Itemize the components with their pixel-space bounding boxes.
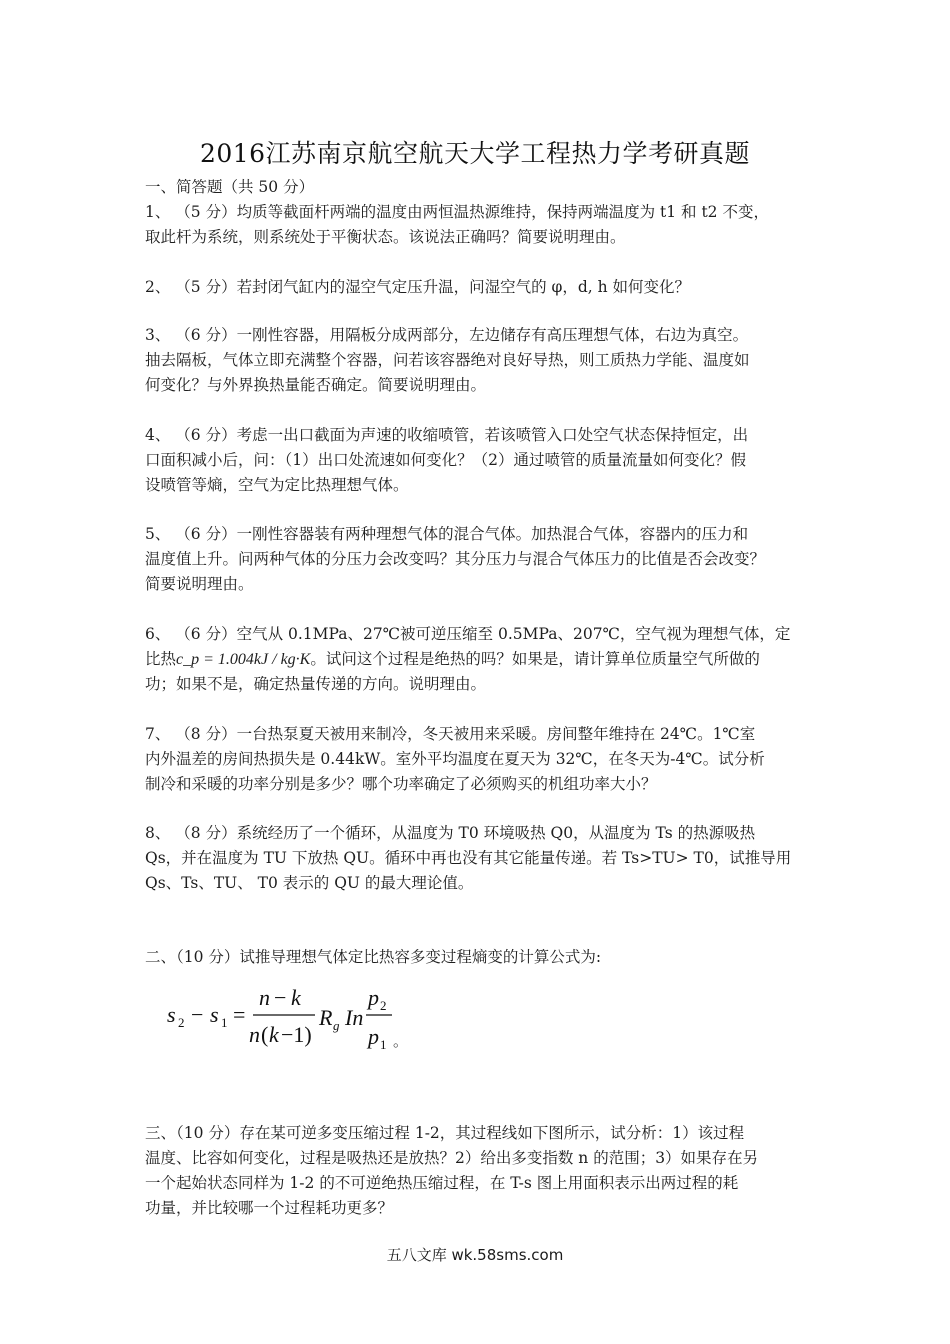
svg-text:2: 2 (178, 1015, 185, 1030)
svg-text:p: p (368, 1024, 379, 1049)
question-1-line-2: 取此杆为系统，则系统处于平衡状态。该说法正确吗？简要说明理由。 (145, 228, 626, 246)
svg-text:k: k (291, 985, 301, 1010)
section-2 (145, 945, 810, 970)
svg-text:=: = (233, 1002, 246, 1027)
question-7-line-3: 制冷和采暖的功率分别是多少？哪个功率确定了必须购买的机组功率大小？ (145, 775, 657, 793)
section-3 (145, 1121, 810, 1221)
question-6-suffix: 。试问这个过程是绝热的吗？如果是，请计算单位质量空气所做的 (310, 650, 760, 668)
section-1-heading: 一、简答题（共 50 分） (145, 178, 315, 196)
section-3-line-2: 温度、比容如何变化，过程是吸热还是放热？2）给出多变指数 n 的范围；3）如果存在另 (145, 1149, 759, 1167)
section-2-heading: 二、（10 分）试推导理想气体定比热容多变过程熵变的计算公式为: (145, 948, 602, 966)
question-5 (145, 522, 810, 597)
svg-text:s: s (210, 1002, 219, 1027)
question-2-line-1: 2、 （5 分）若封闭气缸内的湿空气定压升温，问湿空气的 φ，d, h 如何变化？ (145, 278, 691, 296)
question-3-line-1: 3、 （6 分）一刚性容器，用隔板分成两部分，左边储存有高压理想气体，右边为真空。 (145, 326, 749, 344)
question-5-line-2: 温度值上升。问两种气体的分压力会改变吗？其分压力与混合气体压力的比值是否会改变？ (145, 550, 766, 568)
svg-text:k: k (269, 1022, 279, 1047)
question-3-line-2: 抽去隔板，气体立即充满整个容器，问若该容器绝对良好导热，则工质热力学能、温度如 (145, 351, 750, 369)
svg-text:In: In (345, 1005, 364, 1030)
section-1 (145, 175, 810, 250)
svg-text:p: p (368, 985, 379, 1010)
question-2 (145, 275, 810, 300)
svg-text:1: 1 (221, 1015, 228, 1030)
question-3-line-3: 何变化？与外界换热量能否确定。简要说明理由。 (145, 376, 487, 394)
question-8 (145, 821, 810, 896)
question-7 (145, 722, 810, 797)
question-3 (145, 323, 810, 398)
question-8-line-3: Qs、Ts、TU、 T0 表示的 QU 的最大理论值。 (145, 874, 474, 892)
question-6 (145, 622, 810, 697)
question-6-line-3: 功；如果不是，确定热量传递的方向。说明理由。 (145, 675, 487, 693)
question-5-line-1: 5、 （6 分）一刚性容器装有两种理想气体的混合气体。加热混合气体，容器内的压力和 (145, 525, 749, 543)
svg-text:−: − (274, 985, 287, 1010)
svg-text:−1): −1) (281, 1022, 312, 1047)
svg-text:(: ( (261, 1022, 269, 1047)
svg-text:2: 2 (380, 998, 387, 1013)
question-1-line-1: 1、 （5 分）均质等截面杆两端的温度由两恒温热源维持，保持两端温度为 t1 和 t2 不变， (145, 203, 769, 221)
question-4 (145, 423, 810, 498)
section-3-line-4: 功量，并比较哪一个过程耗功更多？ (145, 1199, 394, 1217)
svg-text:n: n (259, 985, 270, 1010)
question-7-line-1: 7、 （8 分）一台热泵夏天被用来制冷，冬天被用来采暖。房间整年维持在 24℃。1℃室 (145, 725, 756, 743)
question-5-line-3: 简要说明理由。 (145, 575, 254, 593)
question-4-line-2: 口面积减小后，问：（1）出口处流速如何变化？（2）通过喷管的质量流量如何变化？假 (145, 451, 746, 469)
svg-text:R: R (319, 1005, 333, 1030)
question-4-line-3: 设喷管等熵，空气为定比热理想气体。 (145, 476, 409, 494)
svg-text:n: n (249, 1022, 260, 1047)
question-8-line-1: 8、 （8 分）系统经历了一个循环，从温度为 T0 环境吸热 Q0，从温度为 Ts 的热源吸热 (145, 824, 756, 842)
document-title: 2016江苏南京航空航天大学工程热力学考研真题 (199, 139, 751, 168)
question-8-line-2: Qs，并在温度为 TU 下放热 QU。循环中再也没有其它能量传递。若 Ts>TU> T0，试推导用 (145, 849, 792, 867)
entropy-formula (165, 980, 425, 1060)
svg-text:1: 1 (380, 1037, 387, 1052)
svg-text:g: g (333, 1018, 340, 1033)
section-3-line-3: 一个起始状态同样为 1-2 的不可逆绝热压缩过程，在 T-s 图上用面积表示出两过程的耗 (145, 1174, 739, 1192)
specific-heat-formula: c_p = 1.004kJ / kg·K (176, 651, 311, 668)
question-6-line-1: 6、 （6 分）空气从 0.1MPa、27℃被可逆压缩至 0.5MPa、207℃，空气视为理想气体，定 (145, 625, 791, 643)
entropy-formula-graphic (165, 980, 425, 1060)
question-6-line-2 (145, 647, 810, 672)
question-4-line-1: 4、 （6 分）考虑一出口截面为声速的收缩喷管，若该喷管入口处空气状态保持恒定，出 (145, 426, 749, 444)
svg-text:−: − (191, 1002, 204, 1027)
question-7-line-2: 内外温差的房间热损失是 0.44kW。室外平均温度在夏天为 32℃，在冬天为-4℃。试分析 (145, 750, 765, 768)
question-6-prefix: 比热 (145, 650, 177, 668)
svg-text:s: s (167, 1002, 176, 1027)
section-3-line-1: 三、（10 分）存在某可逆多变压缩过程 1-2，其过程线如下图所示，试分析：1）该过程 (145, 1124, 745, 1142)
formula-end-mark: 。 (393, 1032, 409, 1050)
footer-watermark: 五八文库 wk.58sms.com (386, 1246, 564, 1264)
